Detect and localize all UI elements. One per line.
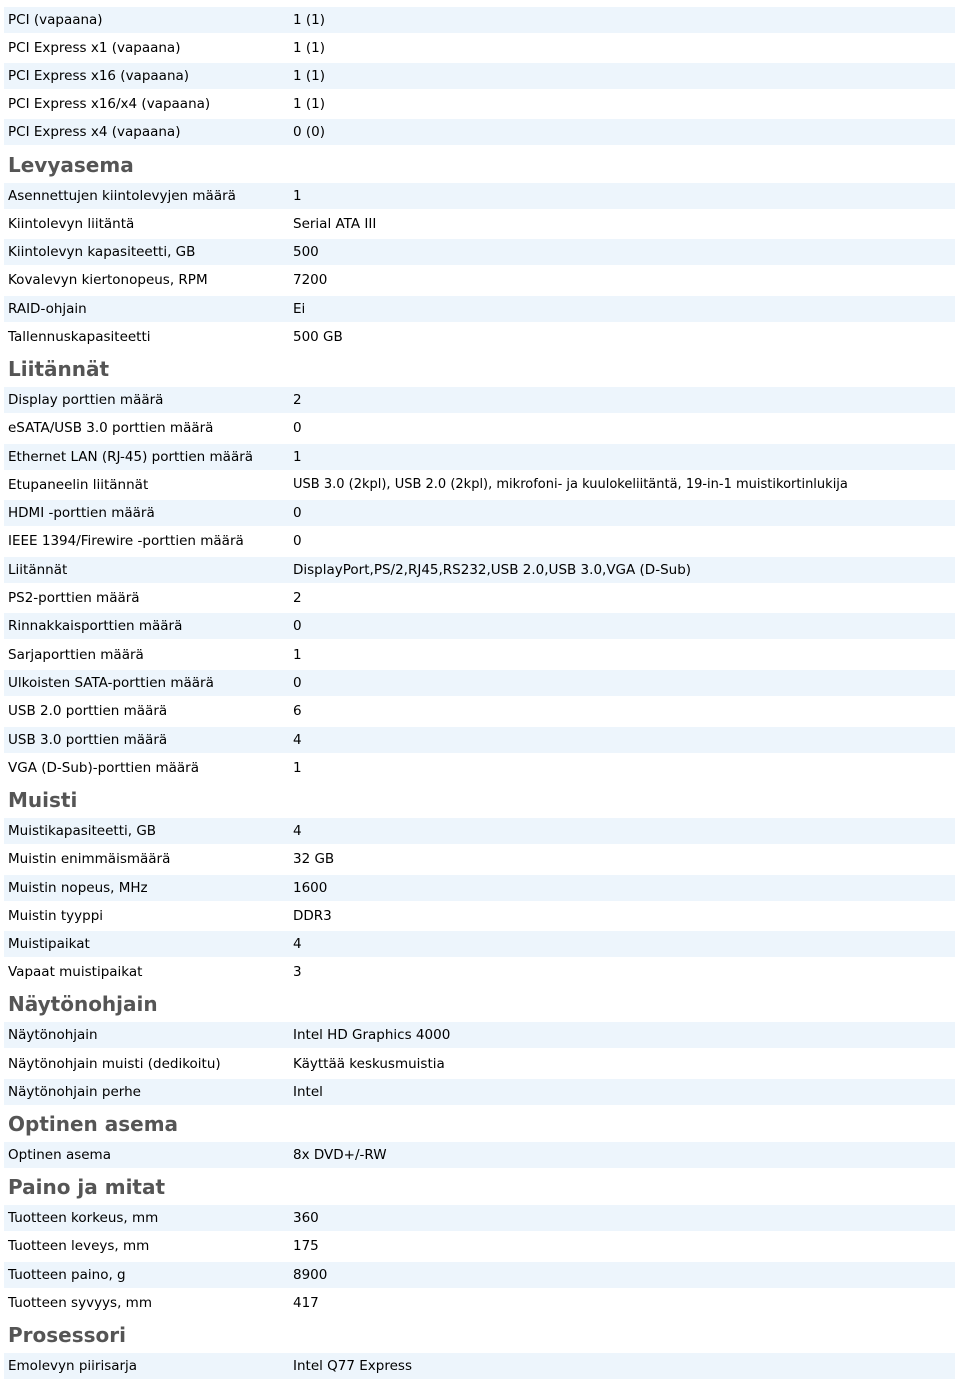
spec-row (4, 875, 955, 901)
section-heading-levyasema: Levyasema (8, 153, 134, 177)
spec-value: 1600 (293, 880, 328, 896)
spec-row (4, 1051, 955, 1077)
spec-value: 1 (1) (293, 68, 326, 84)
section-heading-optinen-asema: Optinen asema (8, 1112, 179, 1136)
spec-row-pci (4, 7, 955, 33)
spec-row (4, 444, 955, 470)
spec-label: PCI Express x4 (vapaana) (8, 124, 181, 140)
spec-row (4, 959, 955, 985)
spec-value: 1 (1) (293, 96, 326, 112)
spec-label: Tuotteen leveys, mm (8, 1238, 150, 1254)
spec-row (4, 642, 955, 668)
spec-value: Intel Q77 Express (293, 1358, 412, 1374)
spec-label: IEEE 1394/Firewire -porttien määrä (8, 533, 244, 549)
spec-value: DDR3 (293, 908, 332, 924)
spec-value: 1 (1) (293, 40, 326, 56)
spec-label: Näytönohjain muisti (dedikoitu) (8, 1056, 221, 1072)
spec-row (4, 211, 955, 237)
spec-value: 32 GB (293, 851, 335, 867)
spec-row (4, 324, 955, 350)
spec-row (4, 727, 955, 753)
spec-row-pci-express-x4 (4, 119, 955, 145)
spec-value: 3 (293, 964, 302, 980)
spec-value: Intel (293, 1084, 323, 1100)
spec-value: 500 (293, 244, 319, 260)
spec-label: PCI (vapaana) (8, 12, 103, 28)
spec-row (4, 1079, 955, 1105)
spec-label: Sarjaporttien määrä (8, 647, 144, 663)
spec-row (4, 670, 955, 696)
spec-row-pci-express-x1 (4, 35, 955, 61)
spec-label: PCI Express x16 (vapaana) (8, 68, 190, 84)
spec-label: Kovalevyn kiertonopeus, RPM (8, 272, 208, 288)
spec-row (4, 387, 955, 413)
spec-value: 2 (293, 590, 302, 606)
spec-label: RAID-ohjain (8, 301, 87, 317)
spec-row (4, 1233, 955, 1259)
spec-row (4, 183, 955, 209)
spec-value: 175 (293, 1238, 319, 1254)
spec-label: Tuotteen paino, g (8, 1267, 126, 1283)
spec-label: PS2-porttien määrä (8, 590, 140, 606)
spec-label: Muistipaikat (8, 936, 90, 952)
spec-label: Ethernet LAN (RJ-45) porttien määrä (8, 449, 254, 465)
spec-row (4, 1022, 955, 1048)
spec-row (4, 1142, 955, 1168)
spec-row (4, 1353, 955, 1379)
spec-label: Vapaat muistipaikat (8, 964, 143, 980)
spec-label: Näytönohjain (8, 1027, 98, 1043)
spec-row (4, 296, 955, 322)
spec-value: 1 (1) (293, 12, 326, 28)
spec-label: Ulkoisten SATA-porttien määrä (8, 675, 214, 691)
spec-row (4, 267, 955, 293)
spec-value: 7200 (293, 272, 328, 288)
spec-label: Tuotteen syvyys, mm (8, 1295, 152, 1311)
spec-row (4, 613, 955, 639)
spec-label: Muistin enimmäismäärä (8, 851, 171, 867)
spec-value: Käyttää keskusmuistia (293, 1056, 445, 1072)
spec-value: 6 (293, 703, 302, 719)
spec-row (4, 903, 955, 929)
spec-label: Rinnakkaisporttien määrä (8, 618, 183, 634)
spec-row (4, 239, 955, 265)
spec-value: 1 (293, 647, 302, 663)
spec-value: DisplayPort,PS/2,RJ45,RS232,USB 2.0,USB 3.0,VGA (D-Sub) (293, 562, 692, 578)
spec-label: Muistin nopeus, MHz (8, 880, 148, 896)
spec-value: 1 (293, 188, 302, 204)
spec-value: Intel HD Graphics 4000 (293, 1027, 451, 1043)
spec-row (4, 931, 955, 957)
spec-label: Liitännät (8, 562, 68, 578)
spec-label: USB 2.0 porttien määrä (8, 703, 168, 719)
spec-row (4, 557, 955, 583)
spec-value: Serial ATA III (293, 216, 377, 232)
spec-value: 8900 (293, 1267, 328, 1283)
spec-row-pci-express-x16 (4, 63, 955, 89)
spec-row (4, 585, 955, 611)
spec-row (4, 818, 955, 844)
spec-value: 0 (293, 618, 302, 634)
spec-row (4, 472, 955, 498)
spec-label: Muistikapasiteetti, GB (8, 823, 157, 839)
spec-value: 1 (293, 449, 302, 465)
spec-value: 0 (293, 533, 302, 549)
spec-label: Kiintolevyn kapasiteetti, GB (8, 244, 196, 260)
spec-label: Etupaneelin liitännät (8, 477, 149, 493)
spec-row (4, 1262, 955, 1288)
spec-label: USB 3.0 porttien määrä (8, 732, 168, 748)
spec-label: Kiintolevyn liitäntä (8, 216, 135, 232)
section-heading-muisti: Muisti (8, 788, 78, 812)
spec-value: 0 (293, 420, 302, 436)
spec-label: PCI Express x1 (vapaana) (8, 40, 181, 56)
spec-label: PCI Express x16/x4 (vapaana) (8, 96, 211, 112)
spec-label: Muistin tyyppi (8, 908, 104, 924)
spec-label: Asennettujen kiintolevyjen määrä (8, 188, 236, 204)
section-heading-paino-ja-mitat: Paino ja mitat (8, 1175, 166, 1199)
spec-label: Tallennuskapasiteetti (8, 329, 151, 345)
spec-label: Display porttien määrä (8, 392, 164, 408)
spec-value: 0 (0) (293, 124, 326, 140)
spec-row (4, 500, 955, 526)
spec-value: 8x DVD+/-RW (293, 1147, 387, 1163)
spec-value: 0 (293, 505, 302, 521)
spec-label: Tuotteen korkeus, mm (8, 1210, 159, 1226)
spec-row (4, 1290, 955, 1316)
spec-value: 0 (293, 675, 302, 691)
spec-value: USB 3.0 (2kpl), USB 2.0 (2kpl), mikrofoni- ja kuulokeliitäntä, 19-in-1 muistikortinlukija (293, 477, 848, 492)
section-heading-naytonohjain: Näytönohjain (8, 992, 158, 1016)
section-heading-liitannat: Liitännät (8, 357, 110, 381)
spec-value: 500 GB (293, 329, 343, 345)
spec-row (4, 1205, 955, 1231)
spec-value: 417 (293, 1295, 319, 1311)
section-heading-prosessori: Prosessori (8, 1323, 126, 1347)
spec-value: 4 (293, 732, 302, 748)
spec-label: Näytönohjain perhe (8, 1084, 141, 1100)
spec-label: Emolevyn piirisarja (8, 1358, 138, 1374)
spec-value: Ei (293, 301, 306, 317)
spec-label: HDMI -porttien määrä (8, 505, 155, 521)
spec-row (4, 415, 955, 441)
spec-value: 1 (293, 760, 302, 776)
spec-row (4, 755, 955, 781)
spec-value: 360 (293, 1210, 319, 1226)
spec-label: VGA (D-Sub)-porttien määrä (8, 760, 199, 776)
spec-value: 2 (293, 392, 302, 408)
spec-value: 4 (293, 823, 302, 839)
spec-label: Optinen asema (8, 1147, 111, 1163)
spec-row (4, 528, 955, 554)
spec-row (4, 698, 955, 724)
spec-label: eSATA/USB 3.0 porttien määrä (8, 420, 214, 436)
spec-row (4, 846, 955, 872)
spec-row-pci-express-x16-x4 (4, 91, 955, 117)
spec-value: 4 (293, 936, 302, 952)
